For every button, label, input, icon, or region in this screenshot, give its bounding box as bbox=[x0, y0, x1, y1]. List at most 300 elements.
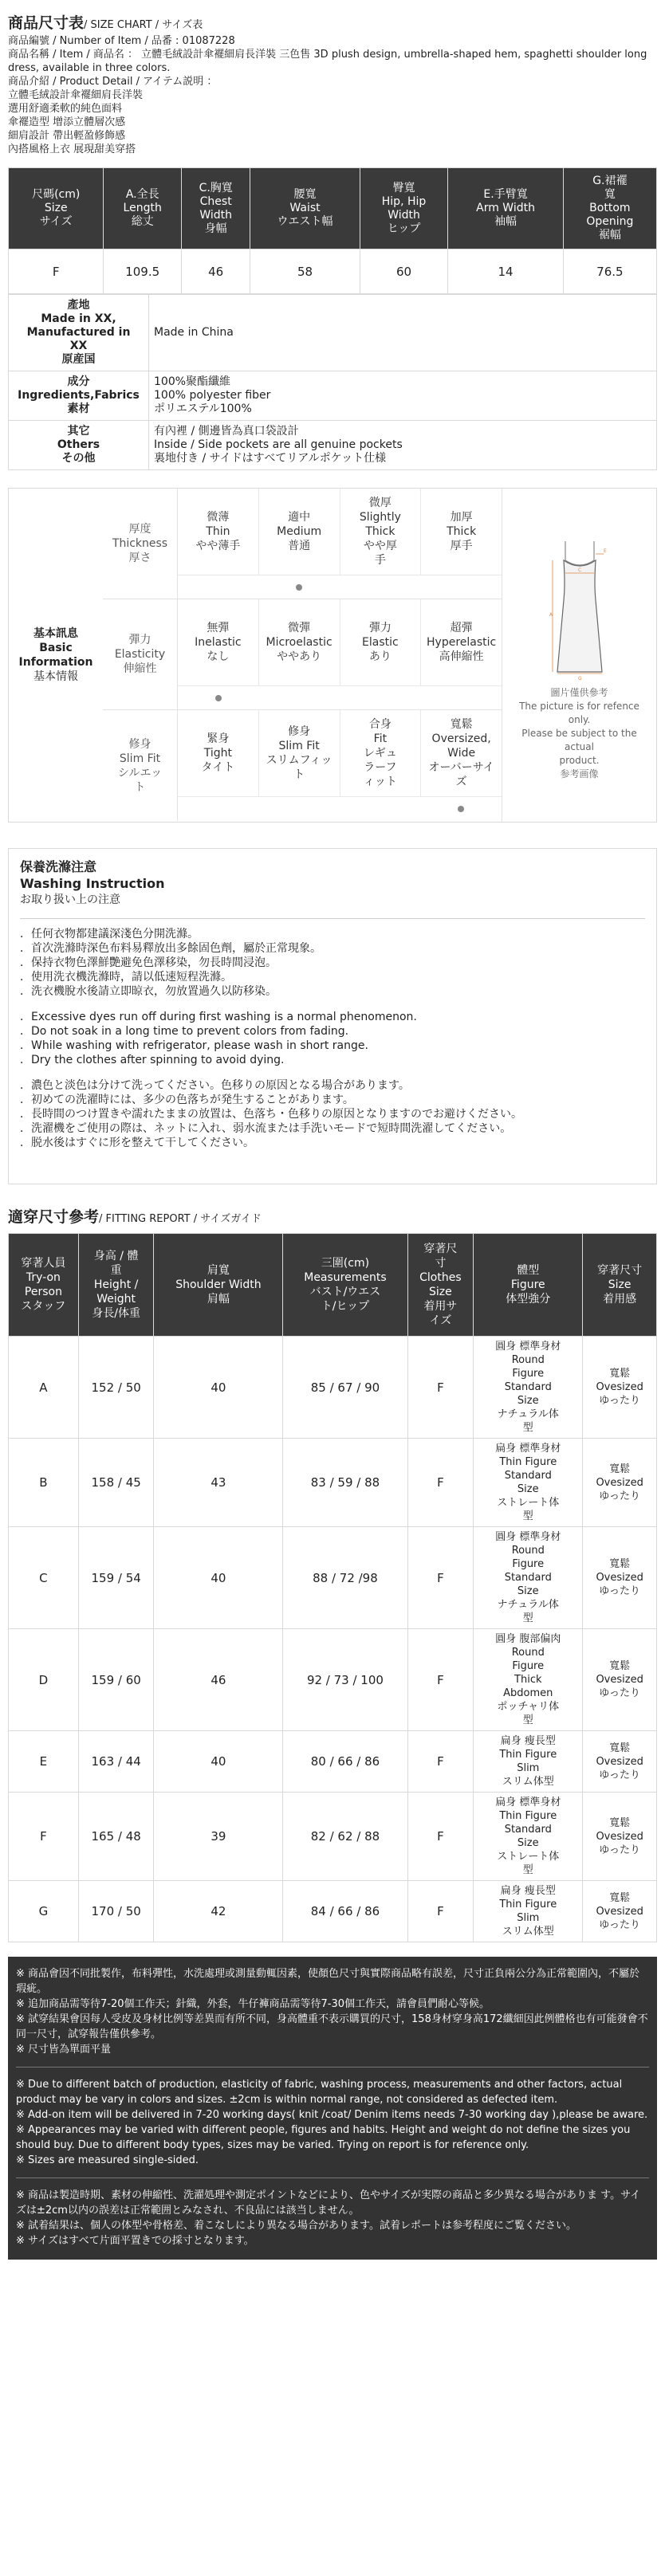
figure-line: Figure bbox=[512, 1558, 545, 1570]
figure-line: 型 bbox=[522, 1422, 533, 1434]
attribute-option-line: Thick bbox=[365, 525, 395, 538]
fitting-cell-shoulder: 40 bbox=[154, 1731, 283, 1793]
selected-dot-icon bbox=[215, 695, 222, 701]
fit-line: 寬鬆 bbox=[609, 1891, 631, 1904]
attribute-options bbox=[178, 599, 502, 709]
dress-diagram-icon bbox=[548, 536, 612, 680]
fit-line: Ovesized bbox=[596, 1905, 643, 1918]
fitting-row bbox=[9, 1629, 657, 1731]
attribute-option bbox=[178, 599, 259, 685]
fitting-cell-shoulder: 40 bbox=[154, 1527, 283, 1629]
fitting-header-line: Shoulder Width bbox=[175, 1278, 262, 1291]
fitting-cell-figure bbox=[474, 1629, 583, 1731]
washing-line-en: ．Dry the clothes after spinning to avoid dying. bbox=[20, 1054, 285, 1066]
washing-line-zh: ．洗衣機脫水後請立即晾衣，勿放置過久以防移染。 bbox=[20, 985, 277, 998]
fitting-cell-size: F bbox=[407, 1337, 474, 1439]
material-label-line: 其它 bbox=[67, 425, 90, 438]
basic-info-label bbox=[9, 489, 103, 822]
basic-label-line: Information bbox=[18, 656, 93, 669]
washing-line-jp: ．長時間のつけ置きや濡れたままの放置は、色落ち・色移りの原因となりますのでお避けください。 bbox=[20, 1108, 522, 1121]
fit-line: Ovesized bbox=[596, 1572, 643, 1584]
figure-line: Round bbox=[511, 1354, 545, 1366]
fitting-cell-fit bbox=[583, 1527, 657, 1629]
fitting-cell-person: F bbox=[9, 1793, 79, 1881]
diagram-letter-e: E bbox=[603, 548, 607, 554]
basic-info-panel bbox=[8, 488, 657, 823]
size-header-line: 寬 bbox=[604, 188, 616, 201]
fitting-table-header bbox=[9, 1234, 657, 1337]
product-info-line: 細肩設計 帶出輕盈修飾感 bbox=[8, 130, 126, 142]
product-info-line: 商品編號 / Number of Item / 品番 : 01087228 bbox=[8, 35, 235, 47]
attribute-option bbox=[421, 710, 502, 796]
product-info-line: 內搭風格上衣 展現甜美穿搭 bbox=[8, 143, 136, 155]
washing-title-jp: お取り扱い上の注意 bbox=[20, 893, 120, 906]
material-label-line: Others bbox=[57, 438, 100, 451]
material-label-line: Ingredients,Fabrics bbox=[18, 389, 140, 402]
attribute-options bbox=[178, 710, 502, 821]
figure-line: ナチュラル体 bbox=[497, 1408, 559, 1420]
note-en: ※ Sizes are measured single-sided. bbox=[16, 2154, 199, 2166]
fitting-header-cell bbox=[154, 1234, 283, 1337]
figure-line: Size bbox=[517, 1395, 539, 1407]
washing-line-zh: ．使用洗衣機洗滌時，請以低速短程洗滌。 bbox=[20, 971, 232, 984]
attribute-name-line: Elasticity bbox=[114, 648, 166, 661]
size-header-line: Size bbox=[44, 202, 68, 214]
size-header-cell bbox=[250, 168, 360, 249]
diagram-caption-line: 参考画像 bbox=[560, 768, 599, 779]
attribute-option-line: スリムフィット bbox=[266, 754, 332, 781]
fitting-header-line: バスト/ウエス bbox=[309, 1286, 381, 1298]
fitting-cell-meas: 82 / 62 / 88 bbox=[283, 1793, 407, 1881]
product-info-line: 商品介紹 / Product Detail / アイテム説明 ： bbox=[8, 76, 218, 88]
product-info bbox=[0, 34, 665, 163]
option-dot-cell bbox=[178, 575, 259, 599]
size-cell: 109.5 bbox=[104, 249, 182, 294]
material-value-line: 100% polyester fiber bbox=[154, 389, 271, 402]
fitting-header-line: Clothes bbox=[419, 1271, 462, 1284]
fit-line: Ovesized bbox=[596, 1476, 643, 1489]
size-chart-heading bbox=[0, 0, 665, 34]
size-header-line: Bottom bbox=[589, 202, 631, 214]
fitting-header-cell bbox=[583, 1234, 657, 1337]
option-dot-cell bbox=[178, 797, 259, 820]
figure-line: Slim bbox=[517, 1762, 540, 1774]
attribute-option bbox=[259, 599, 340, 685]
size-header-cell bbox=[9, 168, 104, 249]
attribute-option-line: Elastic bbox=[362, 636, 399, 649]
size-header-line: 裾幅 bbox=[598, 229, 621, 242]
fitting-cell-hw: 159 / 54 bbox=[78, 1527, 154, 1629]
washing-line-jp: ．洗濯機をご使用の際は、ネットに入れ、弱水流または手洗いモードで短時間洗濯してください。 bbox=[20, 1122, 512, 1135]
attribute-option-line: Wide bbox=[447, 747, 476, 760]
attribute-name-line: 修身 bbox=[128, 737, 151, 751]
basic-label-line: 基本訊息 bbox=[33, 627, 78, 640]
note-jp: ※ サイズはすべて片面平置きでの採寸となります。 bbox=[16, 2235, 254, 2247]
selected-dot-icon bbox=[296, 584, 302, 591]
attribute-name-line: 伸縮性 bbox=[123, 662, 157, 675]
fitting-header-line: 寸 bbox=[435, 1257, 447, 1270]
fitting-cell-meas: 85 / 67 / 90 bbox=[283, 1337, 407, 1439]
fit-line: 寬鬆 bbox=[609, 1816, 631, 1829]
attribute-option-line: 適中 bbox=[288, 511, 311, 524]
fitting-header-line: Height / bbox=[93, 1278, 139, 1291]
figure-line: 型 bbox=[522, 1612, 533, 1624]
attribute-option bbox=[340, 599, 422, 685]
product-info-line: 選用舒適柔軟的純色面料 bbox=[8, 103, 123, 115]
material-label-line: 原産国 bbox=[61, 353, 96, 366]
fit-line: ゆったり bbox=[599, 1844, 641, 1856]
material-value-line: 裏地付き / サイドはすべてリアルポケット仕様 bbox=[154, 452, 387, 465]
fitting-cell-hw: 158 / 45 bbox=[78, 1439, 154, 1527]
material-value-line: 100%聚酯纖維 bbox=[154, 375, 231, 388]
washing-line-zh: ．任何衣物都建議深淺色分開洗滌。 bbox=[20, 928, 199, 940]
fitting-header-line: Try-on bbox=[26, 1271, 61, 1284]
attribute-option-line: ややあり bbox=[277, 650, 322, 663]
material-label bbox=[9, 371, 149, 421]
figure-line: Thick bbox=[514, 1674, 542, 1686]
attribute-option-line: Slim Fit bbox=[278, 740, 320, 752]
option-labels bbox=[178, 599, 502, 685]
fit-line: ゆったり bbox=[599, 1769, 641, 1781]
attribute-option-line: 手 bbox=[374, 554, 386, 567]
fitting-header-line: Weight bbox=[96, 1293, 136, 1306]
product-info-line: 立體毛絨設計傘襬細肩長洋裝 bbox=[8, 89, 144, 101]
fit-line: Ovesized bbox=[596, 1755, 643, 1768]
attribute-option-line: 無彈 bbox=[207, 622, 230, 634]
size-header-line: E.手臂寬 bbox=[483, 188, 528, 201]
fitting-cell-meas: 80 / 66 / 86 bbox=[283, 1731, 407, 1793]
fit-line: ゆったり bbox=[599, 1395, 641, 1407]
fitting-cell-person: C bbox=[9, 1527, 79, 1629]
basic-label-line: 基本情報 bbox=[33, 670, 78, 683]
size-header-cell bbox=[181, 168, 250, 249]
washing-title-zh: 保養洗滌注意 bbox=[20, 859, 97, 874]
fit-line: 寬鬆 bbox=[609, 1558, 631, 1570]
attribute-option bbox=[340, 710, 422, 796]
size-header-line: 臀寬 bbox=[392, 181, 415, 194]
figure-line: Figure bbox=[512, 1368, 545, 1380]
fitting-header-line: 體型 bbox=[517, 1264, 540, 1277]
attribute-name-line: 彈力 bbox=[128, 634, 151, 646]
fitting-table-body bbox=[9, 1337, 657, 1942]
fitting-header-line: 三圍(cm) bbox=[321, 1257, 370, 1270]
diagram-letter-g: G bbox=[577, 676, 582, 680]
material-label-line: 成分 bbox=[67, 375, 90, 388]
attribute-option bbox=[259, 489, 340, 575]
fitting-header-line: 身長/体重 bbox=[92, 1307, 140, 1320]
fit-line: 寬鬆 bbox=[609, 1742, 631, 1754]
size-header-line: 総丈 bbox=[131, 215, 154, 228]
fitting-header-line: 着用感 bbox=[603, 1293, 637, 1306]
attribute-option-line: Fit bbox=[373, 732, 388, 745]
fitting-cell-size: F bbox=[407, 1527, 474, 1629]
size-header-line: A.全長 bbox=[125, 188, 159, 201]
figure-line: Round bbox=[511, 1545, 545, 1557]
attribute-option-line: 厚手 bbox=[450, 540, 473, 552]
fitting-header-cell bbox=[407, 1234, 474, 1337]
figure-line: スリム体型 bbox=[502, 1926, 554, 1938]
notes-zh bbox=[16, 1966, 649, 2057]
attribute-name bbox=[103, 710, 178, 821]
washing-line-en: ．While washing with refrigerator, please wash in short range. bbox=[20, 1039, 368, 1052]
diagram-letter-a: A bbox=[549, 612, 553, 618]
figure-line: ポッチャリ体 bbox=[497, 1701, 560, 1713]
figure-line: 扁身 標準身材 bbox=[495, 1797, 561, 1808]
figure-line: Round bbox=[511, 1647, 545, 1659]
option-dot-cell bbox=[340, 575, 421, 599]
figure-line: Slim bbox=[517, 1912, 540, 1924]
fitting-cell-size: F bbox=[407, 1731, 474, 1793]
attribute-option-line: ズ bbox=[455, 776, 467, 788]
material-row bbox=[9, 421, 657, 470]
basic-label-line: Basic bbox=[39, 642, 73, 654]
fitting-cell-shoulder: 46 bbox=[154, 1629, 283, 1731]
fitting-cell-shoulder: 39 bbox=[154, 1793, 283, 1881]
attribute-option-line: Tight bbox=[203, 747, 232, 760]
fitting-header-cell bbox=[283, 1234, 407, 1337]
size-cell: F bbox=[9, 249, 104, 294]
size-header-line: ウエスト幅 bbox=[277, 215, 333, 228]
fitting-cell-figure bbox=[474, 1439, 583, 1527]
material-value bbox=[149, 371, 657, 421]
option-labels bbox=[178, 489, 502, 575]
figure-line: 圓身 腹部偏肉 bbox=[495, 1633, 561, 1645]
fitting-header-line: イズ bbox=[429, 1314, 452, 1327]
attribute-option-line: Microelastic bbox=[266, 636, 332, 649]
material-row bbox=[9, 371, 657, 421]
figure-line: Standard bbox=[504, 1470, 552, 1482]
attribute-option-line: 修身 bbox=[288, 725, 311, 738]
attribute-option-line: 寬鬆 bbox=[450, 718, 473, 731]
fitting-cell-meas: 83 / 59 / 88 bbox=[283, 1439, 407, 1527]
option-dots bbox=[178, 796, 502, 820]
size-table-wrap bbox=[8, 167, 657, 470]
fitting-cell-person: E bbox=[9, 1731, 79, 1793]
figure-line: Size bbox=[517, 1483, 539, 1495]
figure-line: ストレート体 bbox=[497, 1497, 560, 1509]
attribute-option-line: Hyperelastic bbox=[427, 636, 497, 649]
attribute-name-line: Slim Fit bbox=[119, 752, 161, 765]
fitting-header-cell bbox=[9, 1234, 79, 1337]
fitting-cell-fit bbox=[583, 1629, 657, 1731]
fit-line: Ovesized bbox=[596, 1830, 643, 1843]
note-zh: ※ 尺寸皆為單面平量 bbox=[16, 2044, 112, 2056]
attribute-row bbox=[103, 599, 502, 710]
washing-line-zh: ．首次洗滌時深色布料易釋放出多餘固色劑，屬於正常現象。 bbox=[20, 942, 321, 955]
size-row bbox=[9, 249, 657, 294]
fitting-cell-fit bbox=[583, 1439, 657, 1527]
notes-divider-2 bbox=[16, 2177, 649, 2178]
size-table bbox=[8, 167, 657, 294]
fit-line: 寬鬆 bbox=[609, 1660, 631, 1672]
fitting-header-line: 穿著人員 bbox=[21, 1257, 66, 1270]
fitting-cell-fit bbox=[583, 1881, 657, 1942]
attribute-option bbox=[259, 710, 340, 796]
fitting-cell-meas: 84 / 66 / 86 bbox=[283, 1881, 407, 1942]
size-header-line: 袖幅 bbox=[494, 215, 517, 228]
fitting-row bbox=[9, 1527, 657, 1629]
fitting-row bbox=[9, 1439, 657, 1527]
attribute-option bbox=[178, 489, 259, 575]
notes-panel bbox=[8, 1957, 657, 2260]
size-header-cell bbox=[563, 168, 656, 249]
fitting-header-line: Size bbox=[429, 1286, 452, 1298]
diagram-caption bbox=[502, 686, 656, 781]
fitting-cell-person: G bbox=[9, 1881, 79, 1942]
material-label-line: XX bbox=[69, 340, 88, 352]
notes-en bbox=[16, 2077, 649, 2168]
attribute-option-line: 緊身 bbox=[207, 732, 230, 745]
material-label-line: 產地 bbox=[67, 299, 90, 312]
fitting-cell-size: F bbox=[407, 1881, 474, 1942]
size-header-line: Waist bbox=[289, 202, 321, 214]
attribute-option-line: Medium bbox=[277, 525, 322, 538]
material-row bbox=[9, 295, 657, 371]
diagram-caption-line: product. bbox=[559, 755, 600, 766]
washing-jp bbox=[20, 1078, 645, 1150]
option-dot-cell bbox=[259, 686, 340, 709]
attribute-option-line: 超彈 bbox=[450, 622, 473, 634]
note-en: ※ Due to different batch of production, elasticity of fabric, washing process, measurements and other factors, actual product may be vary in colors and sizes. ±2cm is within normal range, not considered as defected item. bbox=[16, 2079, 626, 2106]
fitting-cell-figure bbox=[474, 1527, 583, 1629]
figure-line: 型 bbox=[522, 1864, 533, 1876]
fitting-cell-size: F bbox=[407, 1793, 474, 1881]
fitting-header-line: 体型強分 bbox=[506, 1293, 551, 1306]
garment-diagram bbox=[502, 489, 656, 822]
figure-line: Standard bbox=[504, 1381, 552, 1393]
fitting-row bbox=[9, 1731, 657, 1793]
washing-panel bbox=[8, 848, 657, 1184]
size-header-line: 身幅 bbox=[204, 222, 227, 235]
size-header-line: G.裙襬 bbox=[592, 175, 628, 187]
fit-line: ゆったり bbox=[599, 1585, 641, 1597]
material-label bbox=[9, 295, 149, 371]
washing-line-jp: ．初めての洗濯時には、多少の色落ちが発生することがあります。 bbox=[20, 1094, 354, 1106]
washing-divider bbox=[20, 918, 645, 919]
notes-jp bbox=[16, 2188, 649, 2248]
figure-line: 型 bbox=[522, 1714, 533, 1726]
fitting-cell-shoulder: 40 bbox=[154, 1337, 283, 1439]
washing-zh bbox=[20, 927, 645, 999]
fit-line: Ovesized bbox=[596, 1381, 643, 1393]
option-dot-cell bbox=[421, 575, 502, 599]
figure-line: Standard bbox=[504, 1572, 552, 1584]
attribute-name bbox=[103, 489, 178, 599]
attribute-name bbox=[103, 599, 178, 709]
fitting-header-line: 着用サ bbox=[423, 1300, 458, 1313]
option-dot-cell bbox=[259, 575, 340, 599]
attribute-option-line: ィット bbox=[363, 776, 397, 788]
size-chart-title: 商品尺寸表 bbox=[8, 14, 85, 32]
fitting-cell-hw: 159 / 60 bbox=[78, 1629, 154, 1731]
option-dot-cell bbox=[178, 686, 259, 709]
option-dot-cell bbox=[421, 686, 502, 709]
fitting-cell-meas: 88 / 72 /98 bbox=[283, 1527, 407, 1629]
attribute-option-line: 合身 bbox=[368, 718, 392, 731]
attribute-name-line: 厚さ bbox=[128, 552, 151, 564]
selected-dot-icon bbox=[458, 806, 464, 812]
fit-line: 寬鬆 bbox=[609, 1463, 631, 1475]
size-header-line: Width bbox=[199, 208, 233, 222]
option-dots bbox=[178, 685, 502, 709]
material-value-line: 有內裡 / 側邊皆為真口袋設計 bbox=[154, 425, 299, 438]
fitting-header-line: 肩幅 bbox=[207, 1293, 230, 1306]
note-zh: ※ 追加商品需等待7-20個工作天；針織，外套，牛仔褲商品需等待7-30個工作天，請會員們耐心等候。 bbox=[16, 1998, 490, 2010]
diagram-letter-c: C bbox=[577, 567, 581, 573]
figure-line: Standard bbox=[504, 1824, 552, 1836]
figure-line: 扁身 標準身材 bbox=[495, 1443, 561, 1455]
attribute-row bbox=[103, 489, 502, 599]
fitting-subtitle: / FITTING REPORT / サイズガイド bbox=[99, 1213, 262, 1225]
size-table-header bbox=[9, 168, 657, 249]
attribute-option-line: 微薄 bbox=[207, 511, 230, 524]
figure-line: Thin Figure bbox=[499, 1456, 557, 1468]
size-header-line: Chest bbox=[199, 194, 232, 208]
material-value-line: ポリエステル100% bbox=[154, 402, 252, 415]
washing-line-en: ．Do not soak in a long time to prevent colors from fading. bbox=[20, 1025, 349, 1038]
fit-line: 寬鬆 bbox=[609, 1368, 631, 1380]
attribute-option-line: あり bbox=[368, 650, 392, 663]
fitting-cell-person: A bbox=[9, 1337, 79, 1439]
fitting-cell-shoulder: 43 bbox=[154, 1439, 283, 1527]
fitting-row bbox=[9, 1337, 657, 1439]
washing-line-jp: ．濃色と淡色は分けて洗ってください。色移りの原因となる場合があります。 bbox=[20, 1079, 410, 1092]
figure-line: ストレート体 bbox=[497, 1851, 560, 1863]
attribute-name-line: Thickness bbox=[112, 537, 168, 550]
size-header-line: サイズ bbox=[39, 215, 73, 228]
attribute-option-line: やや厚 bbox=[363, 540, 397, 552]
attribute-option-line: Inelastic bbox=[195, 636, 242, 649]
size-header-cell bbox=[360, 168, 448, 249]
figure-line: Thin Figure bbox=[499, 1749, 557, 1761]
fitting-title: 適穿尺寸參考 bbox=[8, 1208, 100, 1226]
fitting-table bbox=[8, 1233, 657, 1942]
fitting-cell-hw: 165 / 48 bbox=[78, 1793, 154, 1881]
option-dot-cell bbox=[340, 797, 421, 820]
figure-line: 型 bbox=[522, 1510, 533, 1522]
figure-line: 扁身 瘦長型 bbox=[500, 1885, 556, 1897]
attribute-option-line: 微厚 bbox=[368, 497, 392, 509]
fitting-cell-hw: 170 / 50 bbox=[78, 1881, 154, 1942]
product-info-line: 商品名稱 / Item / 商品名 ： 立體毛絨設計傘襬細肩長洋裝 三色售 3D plush design, umbrella-shaped hem, spaghetti shoulder long dress, available in three colors. bbox=[8, 49, 651, 74]
attribute-option-line: なし bbox=[207, 650, 230, 663]
note-en: ※ Appearances may be varied with different people, figures and habits. Height and weight do not define the sizes you should buy. Due to different body types, sizes may be varied. Trying on report is for reference only. bbox=[16, 2124, 634, 2151]
size-table-body bbox=[9, 249, 657, 294]
fitting-header-line: Size bbox=[608, 1278, 632, 1291]
size-header-line: ヒップ bbox=[387, 222, 421, 235]
attribute-option-line: Oversized, bbox=[431, 732, 491, 745]
fitting-cell-person: D bbox=[9, 1629, 79, 1731]
fitting-cell-fit bbox=[583, 1793, 657, 1881]
attribute-option-line: オーバーサイ bbox=[428, 761, 494, 774]
material-label-line: その他 bbox=[61, 452, 96, 465]
product-info-line: 傘襬造型 增添立體層次感 bbox=[8, 116, 126, 128]
attribute-name-line: シルエッ bbox=[117, 766, 163, 779]
fitting-row bbox=[9, 1881, 657, 1942]
attribute-option-line: 微彈 bbox=[288, 622, 311, 634]
fitting-table-wrap bbox=[8, 1233, 657, 1942]
fitting-header-line: ト/ヒップ bbox=[321, 1300, 370, 1313]
size-header-line: 腰寬 bbox=[293, 188, 317, 201]
attribute-option-line: やや薄手 bbox=[195, 540, 241, 552]
figure-line: Abdomen bbox=[503, 1687, 553, 1699]
note-zh: ※ 商品會因不同批製作，布料彈性，水洗處理或測量動輒因素，使顏色尺寸與實際商品略有誤差，尺寸正負兩公分為正常範圍內，不屬於瑕疵。 bbox=[16, 1968, 640, 1995]
material-value bbox=[149, 421, 657, 470]
fitting-cell-figure bbox=[474, 1881, 583, 1942]
fit-line: Ovesized bbox=[596, 1674, 643, 1686]
material-label bbox=[9, 421, 149, 470]
fitting-cell-size: F bbox=[407, 1629, 474, 1731]
